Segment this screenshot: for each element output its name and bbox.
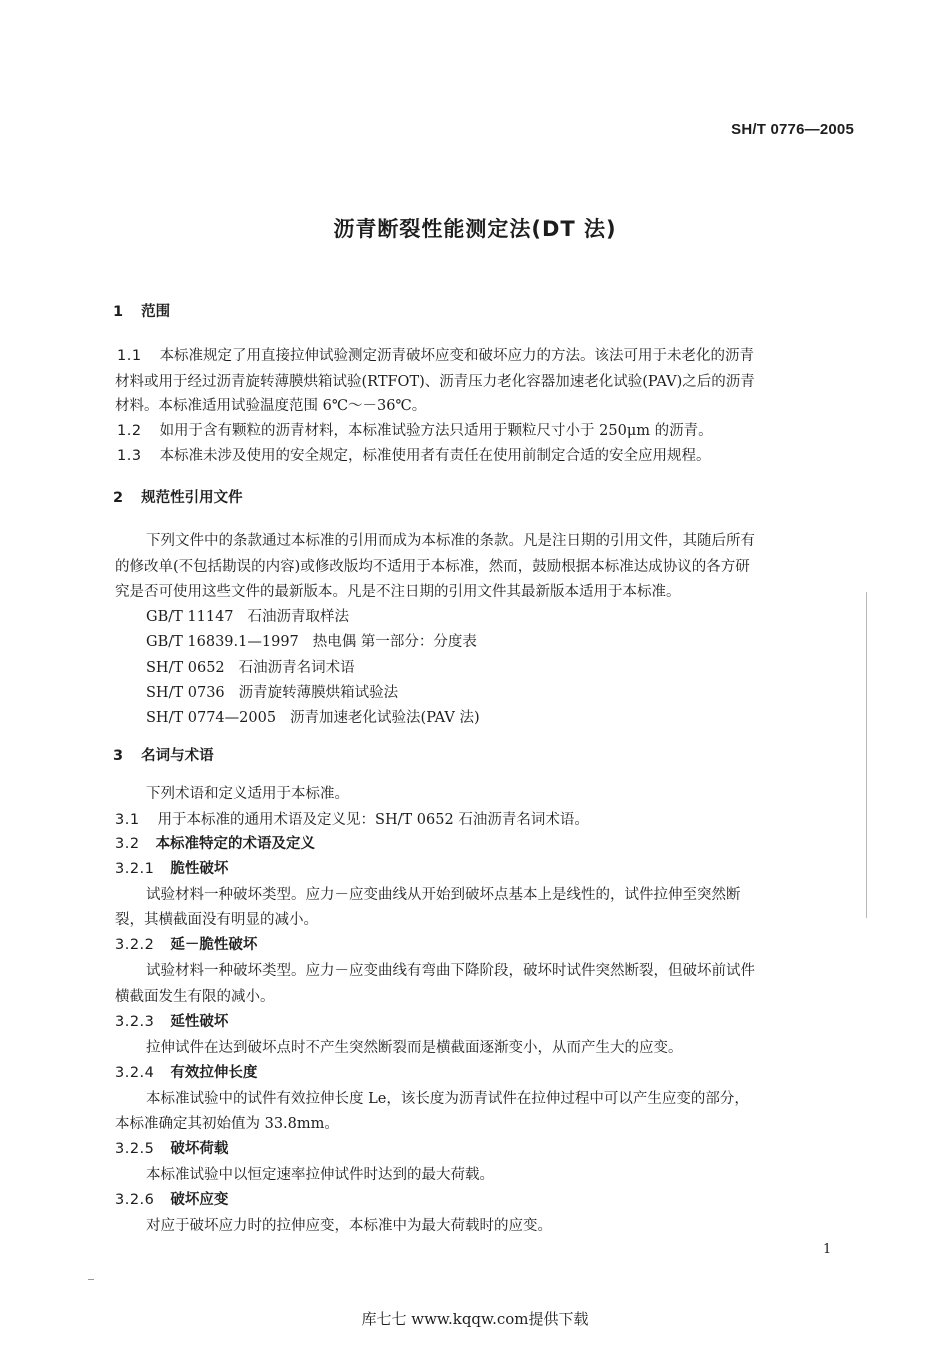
clause-text: 如用于含有颗粒的沥青材料，本标准试验方法只适用于颗粒尺寸小于 250μm 的沥青。 <box>159 423 713 439</box>
clause-text: 本标准规定了用直接拉伸试验测定沥青破坏应变和破坏应力的方法。该法可用于未老化的沥青 <box>159 348 755 364</box>
section-2-intro-line-1: 下列文件中的条款通过本标准的引用而成为本标准的条款。凡是注日期的引用文件，其随后所有 <box>146 533 755 549</box>
clause-number: 1.1 <box>117 348 142 364</box>
reference-code: GB/T 16839.1—1997 <box>146 634 299 650</box>
term-3-2-4-line-2: 本标准确定其初始值为 33.8mm。 <box>115 1116 339 1132</box>
clause-3-1 <box>115 808 589 829</box>
scan-edge-line <box>866 592 867 918</box>
section-title: 范围 <box>141 304 171 320</box>
clause-number: 3.1 <box>115 812 140 828</box>
reference-item <box>146 681 398 702</box>
section-2-heading <box>113 486 243 507</box>
term-3-2-5-heading <box>115 1137 228 1158</box>
clause-3-2-heading <box>115 832 315 853</box>
scan-mark <box>88 1279 94 1280</box>
term-3-2-1-heading <box>115 857 228 878</box>
term-number: 3.2.3 <box>115 1014 155 1030</box>
reference-item <box>146 630 477 651</box>
term-3-2-3-line-1: 拉伸试件在达到破坏点时不产生突然断裂而是横截面逐渐变小，从而产生大的应变。 <box>146 1040 683 1056</box>
section-title: 规范性引用文件 <box>141 490 243 506</box>
section-1-heading <box>113 300 170 321</box>
clause-1-3 <box>117 444 711 465</box>
section-2-intro-line-3: 究是否可使用这些文件的最新版本。凡是不注日期的引用文件其最新版本适用于本标准。 <box>115 584 681 600</box>
term-3-2-3-heading <box>115 1010 228 1031</box>
clause-1-1-line-2: 材料或用于经过沥青旋转薄膜烘箱试验(RTFOT)、沥青压力老化容器加速老化试验(PAV)之后的沥青 <box>115 374 755 390</box>
document-title: 沥青断裂性能测定法(DT 法) <box>333 217 617 241</box>
term-3-2-1-line-1: 试验材料一种破坏类型。应力－应变曲线从开始到破坏点基本上是线性的，试件拉伸至突然断 <box>146 887 741 903</box>
section-3-heading <box>113 744 214 765</box>
reference-code: SH/T 0736 <box>146 685 225 701</box>
term-title: 破坏荷载 <box>170 1141 229 1157</box>
term-title: 延性破坏 <box>170 1014 229 1030</box>
standard-code: SH/T 0776—2005 <box>731 121 854 138</box>
term-3-2-5-line-1: 本标准试验中以恒定速率拉伸试件时达到的最大荷载。 <box>146 1167 494 1183</box>
term-number: 3.2.4 <box>115 1065 155 1081</box>
term-number: 3.2.5 <box>115 1141 155 1157</box>
reference-code: GB/T 11147 <box>146 609 234 625</box>
clause-1-1-line-1 <box>117 344 754 365</box>
reference-name: 石油沥青取样法 <box>247 609 350 625</box>
page-number: 1 <box>823 1242 832 1257</box>
section-number: 1 <box>113 304 124 320</box>
clause-1-2 <box>117 419 713 440</box>
term-number: 3.2.2 <box>115 937 155 953</box>
term-3-2-4-line-1: 本标准试验中的试件有效拉伸长度 Le，该长度为沥青试件在拉伸过程中可以产生应变的部分， <box>146 1091 749 1107</box>
term-number: 3.2.6 <box>115 1192 155 1208</box>
term-title: 延－脆性破坏 <box>170 937 258 953</box>
term-title: 脆性破坏 <box>170 861 229 877</box>
term-title: 有效拉伸长度 <box>170 1065 258 1081</box>
term-3-2-6-line-1: 对应于破坏应力时的拉伸应变，本标准中为最大荷载时的应变。 <box>146 1218 552 1234</box>
reference-name: 沥青加速老化试验法(PAV 法) <box>290 710 480 726</box>
term-title: 破坏应变 <box>170 1192 229 1208</box>
reference-item <box>146 656 355 677</box>
clause-1-1-line-3: 材料。本标准适用试验温度范围 6℃～－36℃。 <box>115 398 427 414</box>
reference-code: SH/T 0652 <box>146 660 225 676</box>
section-number: 2 <box>113 490 124 506</box>
clause-title: 本标准特定的术语及定义 <box>155 836 316 852</box>
reference-name: 热电偶 第一部分：分度表 <box>312 634 477 650</box>
download-footer: 库七七 www.kqqw.com提供下载 <box>361 1310 589 1328</box>
term-3-2-4-heading <box>115 1061 257 1082</box>
section-2-intro-line-2: 的修改单(不包括勘误的内容)或修改版均不适用于本标准，然而，鼓励根据本标准达成协议的各方研 <box>115 559 750 575</box>
clause-number: 3.2 <box>115 836 140 852</box>
clause-number: 1.3 <box>117 448 142 464</box>
reference-item <box>146 706 480 727</box>
term-number: 3.2.1 <box>115 861 155 877</box>
section-3-intro: 下列术语和定义适用于本标准。 <box>146 786 349 802</box>
clause-text: 本标准未涉及使用的安全规定，标准使用者有责任在使用前制定合适的安全应用规程。 <box>159 448 711 464</box>
reference-name: 沥青旋转薄膜烘箱试验法 <box>238 685 399 701</box>
term-3-2-1-line-2: 裂，其横截面没有明显的减小。 <box>115 912 318 928</box>
section-number: 3 <box>113 748 124 764</box>
term-3-2-2-line-1: 试验材料一种破坏类型。应力－应变曲线有弯曲下降阶段，破坏时试件突然断裂，但破坏前试件 <box>146 963 755 979</box>
reference-code: SH/T 0774—2005 <box>146 710 277 726</box>
term-3-2-2-heading <box>115 933 257 954</box>
section-title: 名词与术语 <box>141 748 214 764</box>
reference-name: 石油沥青名词术语 <box>238 660 355 676</box>
term-3-2-6-heading <box>115 1188 228 1209</box>
reference-item <box>146 605 349 626</box>
clause-text: 用于本标准的通用术语及定义见：SH/T 0652 石油沥青名词术语。 <box>157 812 589 828</box>
clause-number: 1.2 <box>117 423 142 439</box>
term-3-2-2-line-2: 横截面发生有限的减小。 <box>115 989 275 1005</box>
